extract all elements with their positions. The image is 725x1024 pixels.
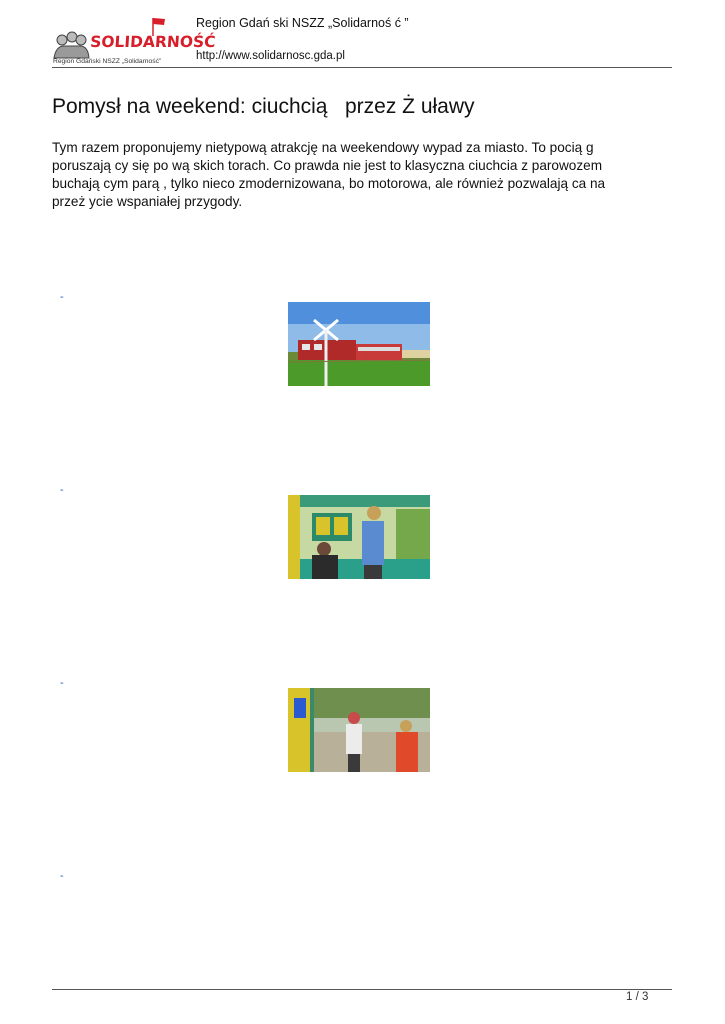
photo-train xyxy=(288,302,430,386)
header-url[interactable]: http://www.solidarnosc.gda.pl xyxy=(196,50,345,62)
photo-people-by-train xyxy=(288,688,430,772)
svg-text:SOLIDARNOŚĆ: SOLIDARNOŚĆ xyxy=(89,33,217,51)
svg-text:Region Gdański NSZZ „Solidarno: Region Gdański NSZZ „Solidarność” xyxy=(53,58,162,65)
figure-marker[interactable]: - xyxy=(60,870,64,882)
figure-marker[interactable]: - xyxy=(60,291,64,303)
article-body: Tym razem proponujemy nietypową atrakcję na weekendowy wypad za miasto. To pocią g poruszają cy się po wą skich torach. Co prawda nie jest to klasyczna ciuchcia z parowozem buchają cym parą , tylko nieco zmodernizowana, bo motorowa, ale również pozwalają ca na przeż ycie wspaniałej przygody. xyxy=(52,140,606,209)
solidarnosc-logo xyxy=(52,16,217,68)
photo-inside-train xyxy=(288,495,430,579)
figure-marker[interactable]: - xyxy=(60,677,64,689)
header-divider xyxy=(52,67,672,68)
figure-marker[interactable]: - xyxy=(60,484,64,496)
header-title: Region Gdań ski NSZZ „Solidarnoś ć ” xyxy=(196,16,409,30)
page-number: 1 / 3 xyxy=(626,991,649,1003)
article-title: Pomysł na weekend: ciuchcią przez Ż uławy xyxy=(52,95,475,118)
footer-divider xyxy=(52,989,672,990)
